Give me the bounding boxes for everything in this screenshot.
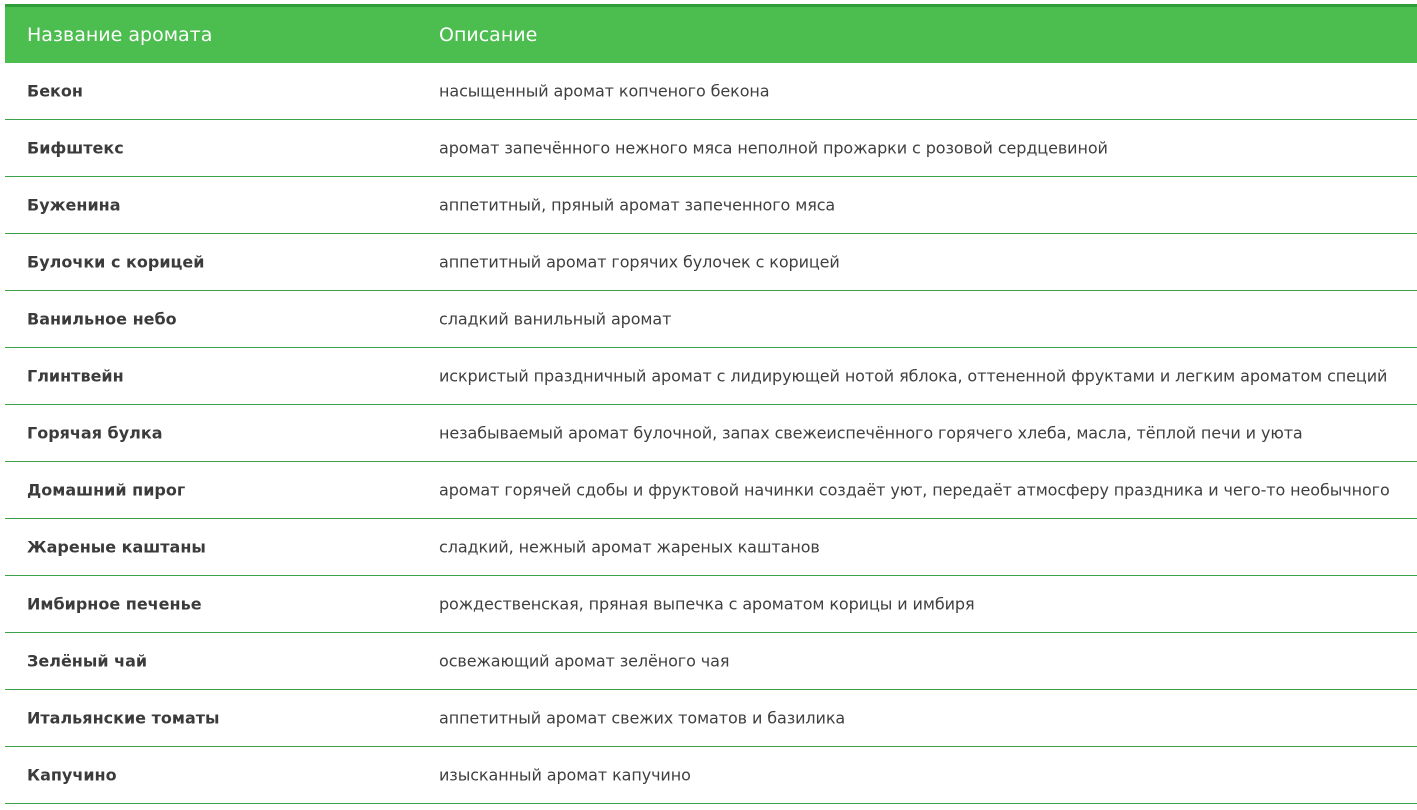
aroma-description: освежающий аромат зелёного чая [439, 651, 730, 671]
aroma-description: рождественская, пряная выпечка с ароматом корицы и имбиря [439, 594, 975, 614]
aroma-description: аппетитный, пряный аромат запеченного мяса [439, 195, 836, 215]
table-row [5, 576, 1417, 633]
aroma-name: Итальянские томаты [27, 708, 220, 728]
aroma-description: аппетитный аромат свежих томатов и базилика [439, 708, 846, 728]
table-row [5, 63, 1417, 120]
table-row [5, 291, 1417, 348]
aroma-description: насыщенный аромат копченого бекона [439, 81, 770, 101]
aroma-description: сладкий ванильный аромат [439, 309, 672, 329]
header-name: Название аромата [27, 24, 213, 46]
table-row [5, 348, 1417, 405]
table-row [5, 747, 1417, 804]
table-row [5, 177, 1417, 234]
table-row [5, 690, 1417, 747]
aroma-description: незабываемый аромат булочной, запах свежеиспечённого горячего хлеба, масла, тёплой печи и уюта [439, 423, 1303, 443]
aroma-name: Зелёный чай [27, 651, 148, 671]
aroma-description: изысканный аромат капучино [439, 765, 691, 785]
table-row [5, 633, 1417, 690]
aroma-name: Капучино [27, 765, 117, 785]
aroma-name: Бекон [27, 81, 83, 101]
aroma-table [5, 4, 1417, 804]
table-header [5, 4, 1417, 63]
aroma-name: Булочки с корицей [27, 252, 205, 272]
aroma-name: Бифштекс [27, 138, 124, 158]
table-row [5, 405, 1417, 462]
aroma-description: аппетитный аромат горячих булочек с корицей [439, 252, 840, 272]
aroma-name: Ванильное небо [27, 309, 177, 329]
table-row [5, 462, 1417, 519]
aroma-name: Глинтвейн [27, 366, 124, 386]
aroma-name: Домашний пирог [27, 480, 186, 500]
table-row [5, 120, 1417, 177]
aroma-description: искристый праздничный аромат с лидирующей нотой яблока, оттененной фруктами и легким ароматом специй [439, 366, 1388, 386]
aroma-description: аромат запечённого нежного мяса неполной прожарки с розовой сердцевиной [439, 138, 1108, 158]
aroma-name: Жареные каштаны [27, 537, 206, 557]
aroma-description: сладкий, нежный аромат жареных каштанов [439, 537, 820, 557]
aroma-name: Имбирное печенье [27, 594, 202, 614]
aroma-description: аромат горячей сдобы и фруктовой начинки создаёт уют, передаёт атмосферу праздника и чего-то необычного [439, 480, 1390, 500]
aroma-name: Буженина [27, 195, 121, 215]
table-row [5, 234, 1417, 291]
table-row [5, 519, 1417, 576]
header-description: Описание [439, 24, 538, 46]
aroma-name: Горячая булка [27, 423, 163, 443]
